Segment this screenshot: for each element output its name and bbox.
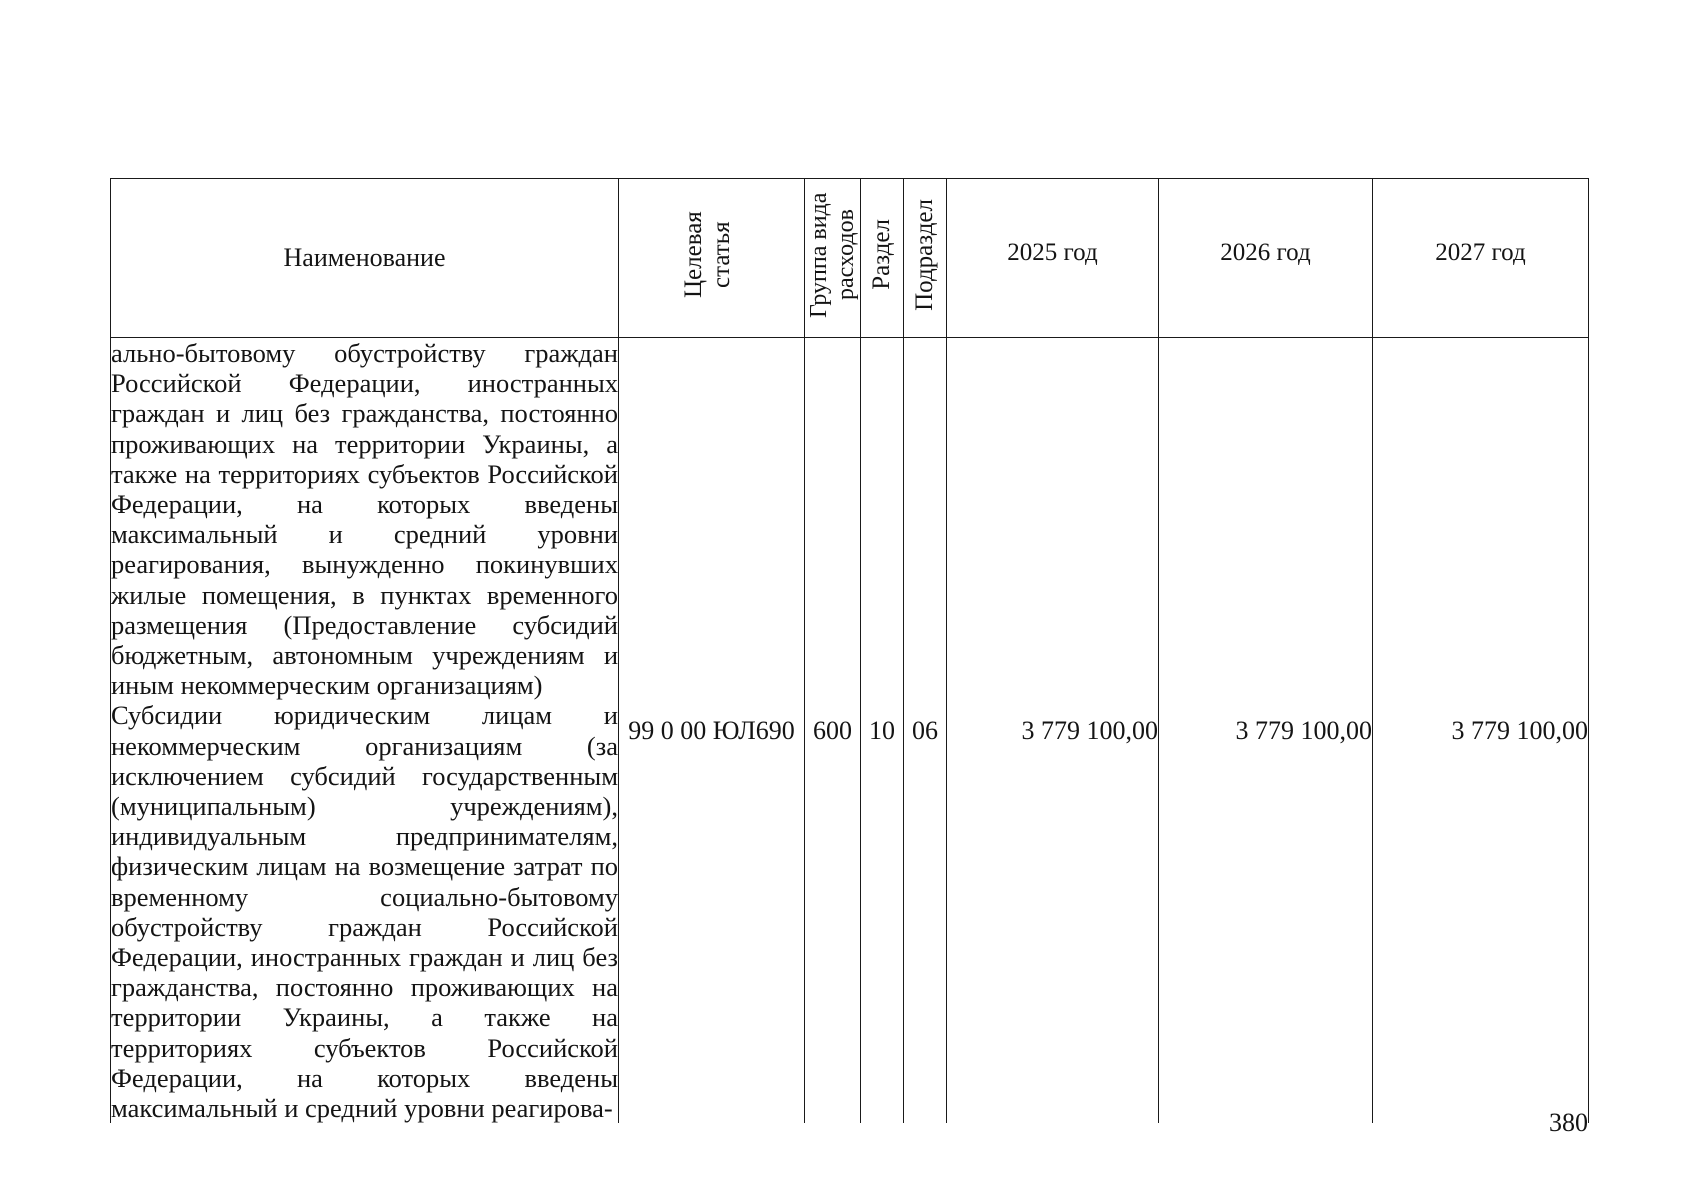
- header-subsection: [904, 179, 947, 338]
- header-year-2026: [1159, 179, 1373, 338]
- row-name-cell: [111, 338, 619, 1124]
- row-amount-2025: 3 779 100,00: [947, 338, 1159, 1124]
- row-target-article: 99 0 00 ЮЛ690: [619, 338, 805, 1124]
- header-year-2026-label: 2026 год: [1220, 239, 1311, 266]
- row-section: 10: [861, 338, 904, 1124]
- header-expense-group-label: Группа вида расходов: [805, 191, 859, 318]
- header-name: [111, 179, 619, 338]
- page-number: 380: [1549, 1108, 1588, 1137]
- budget-table: [110, 178, 1589, 1123]
- header-year-2025: [947, 179, 1159, 338]
- row-subsection: 06: [904, 338, 947, 1124]
- row-amount-2026: 3 779 100,00: [1159, 338, 1373, 1124]
- header-name-label: Наименование: [283, 243, 446, 272]
- header-section-label: Раздел: [868, 219, 895, 290]
- header-target-article: [619, 179, 805, 338]
- header-year-2027-label: 2027 год: [1435, 239, 1526, 266]
- table-row: [111, 338, 1589, 1124]
- row-amount-2027: 3 779 100,00: [1373, 338, 1589, 1124]
- row-name-part-2: Субсидии юридическим лицам и некоммерческим организациям (за исключением субсидий государственным (муниципальным) учреждениям), индивидуальным предпринимателям, физическим лицам на возмещение затрат по временному социально-бытовому обустройству граждан Российской Федерации, иностранных граждан и лиц без гражданства, постоянно проживающих на территории Украины, а также на территориях субъектов Российской Федерации, на которых введены максимальный и средний уровни реагирова-: [111, 700, 618, 1124]
- header-target-article-label: Целевая статья: [679, 211, 735, 298]
- header-subsection-label: Подраздел: [911, 198, 938, 311]
- row-name-part-1: ально-бытовому обустройству граждан Российской Федерации, иностранных граждан и лиц без гражданства, постоянно проживающих на территории Украины, а также на территориях субъектов Российской Федерации, на которых введены максимальный и средний уровни реагирования, вынужденно покинувших жилые помещения, в пунктах временного размещения (Предоставление субсидий бюджетным, автономным учреждениям и иным некоммерческим организациям): [111, 338, 618, 701]
- header-expense-group: [805, 179, 861, 338]
- row-expense-group: 600: [805, 338, 861, 1124]
- header-year-2027: [1373, 179, 1589, 338]
- header-section: [861, 179, 904, 338]
- header-year-2025-label: 2025 год: [1007, 239, 1098, 266]
- table-header-row: [111, 179, 1589, 338]
